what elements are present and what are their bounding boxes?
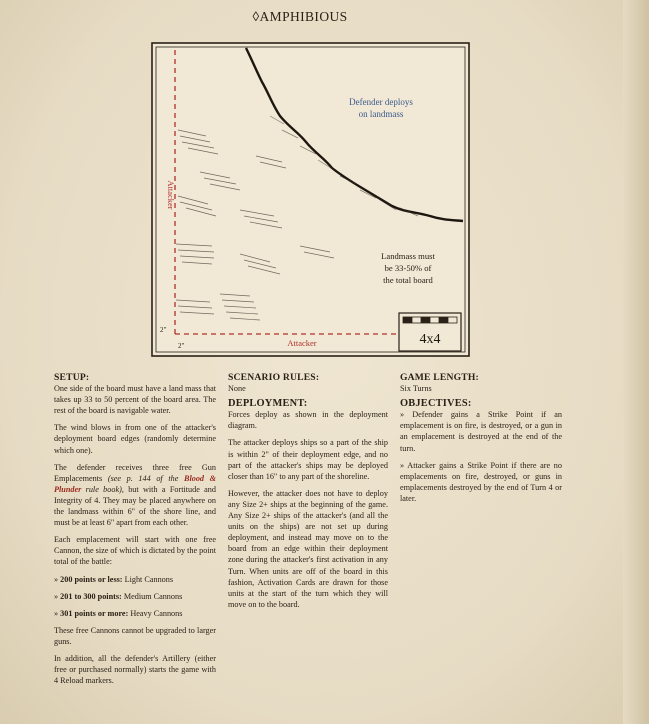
setup-p3-ref-a: (see p. 144 of the	[107, 473, 179, 483]
defender-label-line2: on landmass	[358, 109, 404, 119]
cannon-bullet-3	[54, 608, 216, 619]
setup-paragraph-1: One side of the board must have a land mass that takes up 33 to 50 percent of the board area. The rest of the board is navigable water.	[54, 384, 216, 416]
setup-heading: SETUP:	[54, 372, 90, 383]
setup-paragraph-5: These free Cannons cannot be upgraded to larger guns.	[54, 625, 216, 646]
bullet-marker: »	[54, 574, 59, 584]
attacker-label-left: Attacker	[166, 180, 176, 210]
attacker-label-bottom: Attacker	[287, 338, 317, 348]
edge-measure-left: 2"	[160, 326, 167, 334]
setup-p3-book: Blood & Plunder	[54, 473, 217, 494]
bullet-marker: »	[400, 460, 405, 470]
deployment-paragraph-1: Forces deploy as shown in the deployment diagram.	[228, 410, 388, 431]
page-title: ◊AMPHIBIOUS	[252, 9, 348, 24]
setup-paragraph-6: In addition, all the defender's Artillery (either free or purchased normally) starts the game with 4 Reload markers.	[54, 653, 216, 686]
setup-paragraph-2: The wind blows in from one of the attacker's deployment board edges (randomly determine which one).	[54, 423, 216, 455]
landmass-note-line2: be 33-50% of	[384, 263, 432, 273]
objective-1	[400, 409, 562, 453]
bullet-range: 201 to 300 points:	[60, 591, 122, 601]
game-length-heading: GAME LENGTH:	[400, 372, 479, 383]
game-length-value: Six Turns	[400, 384, 432, 394]
board-size-label: 4x4	[419, 332, 441, 347]
defender-label-line1: Defender deploys	[349, 97, 413, 107]
map-frame-outer	[152, 43, 469, 356]
landmass-note-line1: Landmass must	[381, 251, 435, 261]
scenario-column	[228, 372, 388, 616]
bullet-value: Medium Cannons	[123, 591, 183, 601]
bullet-range: 301 points or more:	[60, 608, 129, 618]
objective-2	[400, 460, 562, 504]
game-column	[400, 372, 562, 510]
cannon-bullet-1	[54, 574, 216, 585]
landmass-note-line3: the total board	[383, 275, 433, 285]
setup-column	[54, 372, 216, 692]
bullet-value: Heavy Cannons	[130, 608, 183, 618]
scenario-rules-heading: SCENARIO RULES:	[228, 372, 320, 383]
deployment-heading: DEPLOYMENT:	[228, 398, 308, 410]
bullet-marker: »	[400, 410, 405, 420]
setup-paragraph-4: Each emplacement will start with one free Cannon, the size of which is dictated by the point total of the battle:	[54, 535, 216, 567]
deployment-paragraph-2: The attacker deploys ships so a part of the ship is within 2" of their deployment edge, and no part of the attacker's ships may be deployed closer than 16" to any part of the shoreline.	[228, 438, 388, 481]
board-size-box	[399, 313, 461, 351]
setup-p3-end: , but with a Fortitude and Integrity of 4. They may be placed anywhere on the landmass within 6" of the shore line, and must be at least 6" apart from each other.	[54, 484, 216, 528]
setup-p3-start: The defender receives three free Gun Emplacements	[54, 462, 216, 483]
setup-paragraph-3	[54, 462, 216, 529]
objective-1-text: Defender gains a Strike Point if an emplacement is on fire, is destroyed, or a gun in an emplacement is destroyed at the end of the turn.	[400, 410, 562, 453]
edge-measure-bottom: 2"	[178, 342, 185, 350]
cannon-bullet-2	[54, 591, 216, 602]
deployment-paragraph-3: However, the attacker does not have to deploy any Size 2+ ships at the beginning of the game. Any Size 2+ ships of the attacker's (and all the units on the ships) are not set up during deployment, and instead may move on to the board from an edge within their deployment zone during the attacker's first activation in any Turn. When units are off of the board in this fashion, Activation Cards are drawn for those units at the start of the turn which they will move on to the board.	[228, 488, 388, 609]
objectives-heading: OBJECTIVES:	[400, 398, 472, 410]
bullet-range: 200 points or less:	[60, 574, 123, 584]
setup-p3-ref-b: rule book)	[85, 484, 122, 494]
bullet-marker: »	[54, 608, 59, 618]
scenario-rules-value: None	[228, 384, 246, 394]
bullet-value: Light Cannons	[124, 574, 174, 584]
objective-2-text: Attacker gains a Strike Point if there are no emplacements on fire, destroyed, or guns in emplacements destroyed by the end of Turn 4 or later.	[400, 460, 562, 503]
bullet-marker: »	[54, 591, 59, 601]
